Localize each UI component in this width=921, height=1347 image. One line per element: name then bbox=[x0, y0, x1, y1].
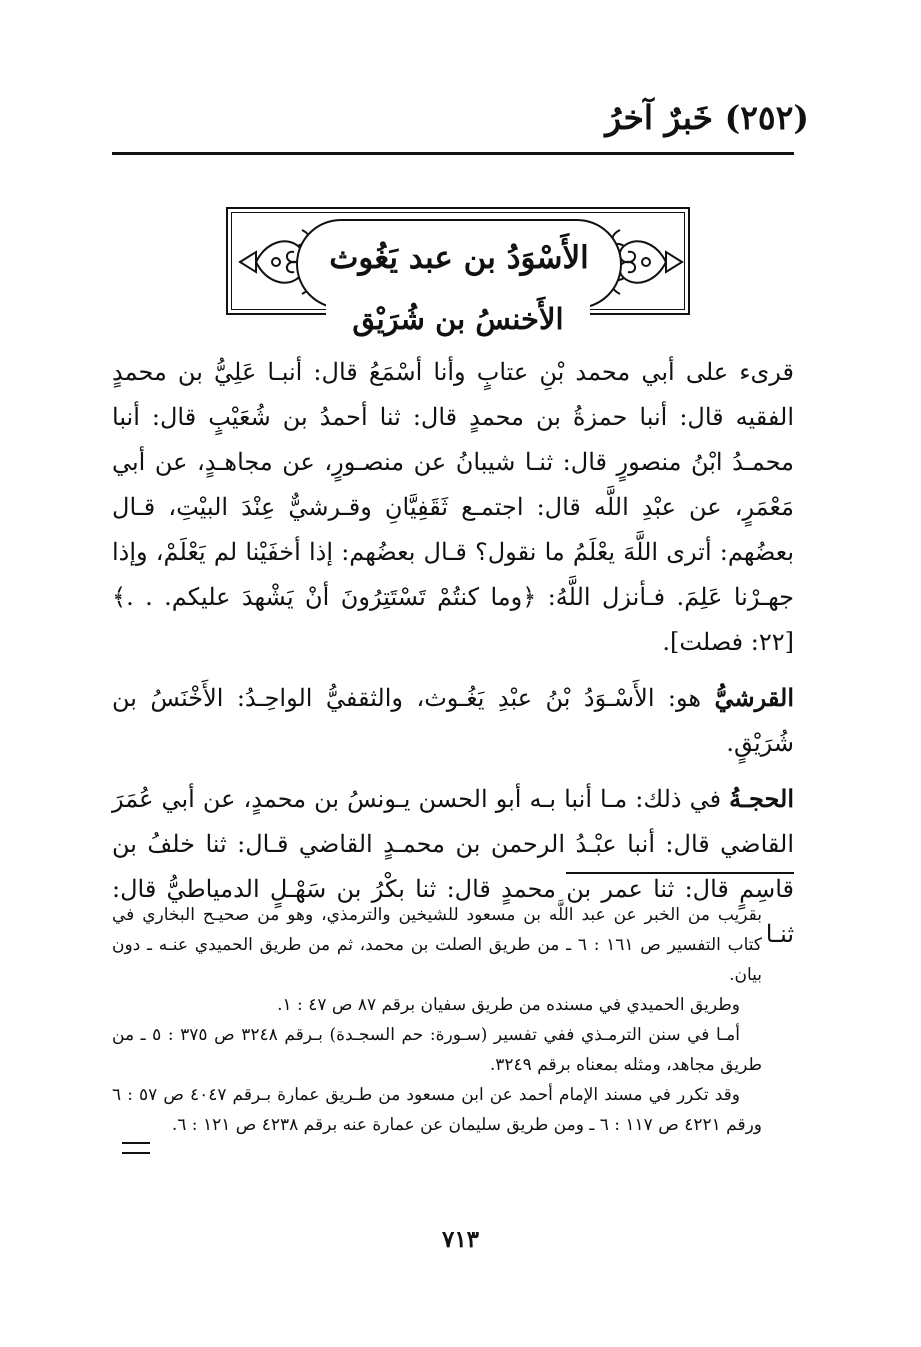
continuation-mark-icon bbox=[122, 1142, 150, 1154]
header-rule bbox=[112, 152, 794, 155]
footnote-line: أمـا في سنن الترمـذي ففي تفسير (سـورة: حم السجـدة) بـرقم ٣٢٤٨ ص ٣٧٥ : ٥ ـ من طريق مجاهد، ومثله بمعناه برقم ٣٢٤٩. bbox=[112, 1025, 762, 1075]
chapter-title-line-1: الأَسْوَدُ بن عبد يَغُوث bbox=[329, 240, 589, 276]
paragraph-isnad: قرىء على أبي محمد بْنِ عتابٍ وأنا أسْمَعُ قال: أنبـا عَلِيُّ بن محمدٍ الفقيه قال: أنبا حمزةُ بن محمدٍ قال: ثنا أحمدُ بن شُعَيْبٍ قال: أنبا محمـدُ ابْنُ منصورٍ قال: ثنـا شيبانُ عن منصـورٍ، عن مجاهـدٍ، عن أبي مَعْمَرٍ، عن عبْدِ اللَّه قال: اجتمـع ثَقَفِيَّانِ وقـرشيٌّ عِنْدَ البيْتِ، قـال بعضُهم: أترى اللَّهَ يعْلَمُ ما نقول؟ قـال بعضُهم: إذا أخفَيْنا لم يَعْلَمْ، وإذا جهـرْنا عَلِمَ. فـأنزل اللَّهُ: ﴿وما كنتُمْ تَسْتَتِرُونَ أنْ يَشْهدَ عليكم. . .﴾ [٢٢: فصلت]. bbox=[112, 358, 794, 656]
footnote-separator bbox=[566, 872, 794, 874]
page-number: ٧١٣ bbox=[441, 1226, 480, 1253]
footnote-line: وطريق الحميدي في مسنده من طريق سفيان برقم ٨٧ ص ٤٧ : ١. bbox=[277, 995, 740, 1015]
paragraph-lead-word: القرشيُّ bbox=[714, 683, 794, 712]
footnote-line: وقد تكرر في مسند الإمام أحمد عن ابن مسعود من طـريق عمارة بـرقم ٤٠٤٧ ص ٥٧ : ٦ ورقم ٤٢٢١ ص ١١٧ : ٦ ـ ومن طريق سليمان عن عمارة عنه برقم ٤٢٣٨ ص ١٢١ : ٦. bbox=[112, 1085, 762, 1135]
footnotes bbox=[112, 900, 762, 1140]
paragraph-text: في ذلك: مـا أنبا بـه أبو الحسن يـونسُ بن محمدٍ، عن أبي عُمَرَ القاضي قال: أنبا عبْـدُ الرحمن بن محمـدٍ القاضي قـال: ثنا خلفُ بن قاسِمٍ قال: ثنا عمر بن محمدٍ قال: ثنا بكْرُ بن سَهْـلٍ الدمياطيُّ قال: ثنـا bbox=[112, 785, 794, 948]
paragraph-lead-word: الحجـةُ bbox=[729, 784, 794, 813]
footnote-line: بقريب من الخبر عن عبد اللَّه بن مسعود للشيخين والترمذي، وهو من صحيـح البخاري في كتاب التفسير ص ١٦١ : ٦ ـ من طريق الصلت بن محمد، ثم من طريق الحميدي عنـه ـ دون بيان. bbox=[112, 905, 763, 985]
paragraph-text: هو: الأَسْـوَدُ بْنُ عبْدِ يَغُـوث، والثقفيُّ الواحِـدُ: الأَخْنَسُ بن شُرَيْقٍ. bbox=[112, 684, 794, 757]
paragraph-identification bbox=[112, 675, 794, 766]
main-text bbox=[112, 350, 794, 957]
chapter-title-line-2: الأَخنسُ بن شُرَيْق bbox=[326, 302, 590, 336]
running-title: (٢٥٢) خَبرٌ آخرُ bbox=[605, 98, 809, 137]
